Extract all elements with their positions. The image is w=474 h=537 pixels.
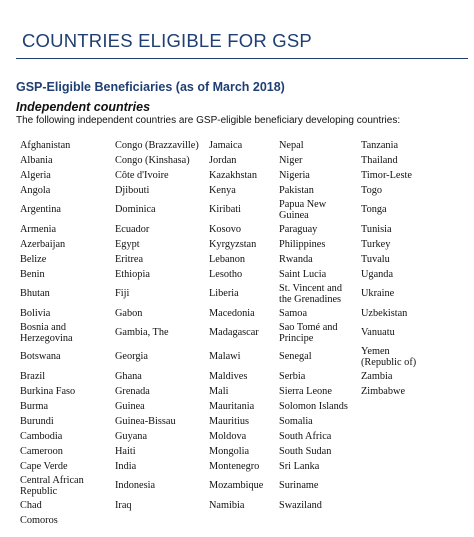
country-name: Timor-Leste [361,169,412,181]
country-name: Ukraine [361,288,395,300]
country-name: Senegal [279,351,312,363]
country-name: Paraguay [279,223,318,235]
country-name: Fiji [115,288,130,300]
empty-cell [361,444,470,459]
empty-cell [279,513,361,528]
country-name: Mauritania [209,400,255,412]
country-name: Cambodia [20,430,63,442]
country-name: Sri Lanka [279,460,320,472]
country-name: Iraq [115,499,132,511]
title-underline [16,58,468,59]
country-name: Bosnia and Herzegovina [20,321,73,344]
country-name: Vanuatu [361,327,395,339]
country-name: Papua New Guinea [279,198,327,221]
country-name: St. Vincent and the Grenadines [279,282,342,305]
country-name: Guyana [115,430,148,442]
country-name: Haiti [115,445,136,457]
country-name: South Africa [279,430,332,442]
country-table [20,138,470,528]
country-name: Ethiopia [115,268,150,280]
country-name: Philippines [279,238,326,250]
country-name: Cape Verde [20,460,68,472]
country-name: Armenia [20,223,57,235]
country-name: Congo (Brazzaville) [115,139,199,151]
document-subtitle: GSP-Eligible Beneficiaries (as of March 2018) [16,80,285,94]
country-name: Gambia, The [115,327,169,339]
country-name: Serbia [279,370,306,382]
country-name: Mali [209,385,229,397]
country-name: Georgia [115,351,148,363]
country-name: Burma [20,400,49,412]
country-name: Dominica [115,204,156,216]
country-name: Tanzania [361,139,399,151]
country-name: Guinea [115,400,145,412]
country-name: Mozambique [209,480,264,492]
country-name: Eritrea [115,253,144,265]
country-name: Tuvalu [361,253,390,265]
country-name: Botswana [20,351,61,363]
empty-cell [115,513,209,528]
country-name: Central African Republic [20,474,84,497]
country-name: Montenegro [209,460,260,472]
country-name: Suriname [279,480,319,492]
country-name: Uganda [361,268,394,280]
country-name: Grenada [115,385,150,397]
country-name: Guinea-Bissau [115,415,176,427]
country-name: Lebanon [209,253,246,265]
country-name: Yemen (Republic of) [361,345,417,368]
country-name: Maldives [209,370,248,382]
country-name: Nigeria [279,169,310,181]
empty-cell [361,459,470,474]
country-name: Uzbekistan [361,307,408,319]
country-name: Moldova [209,430,247,442]
country-name: Niger [279,154,303,166]
country-name: South Sudan [279,445,332,457]
country-name: Ghana [115,370,142,382]
empty-cell [361,513,470,528]
document-title: COUNTRIES ELIGIBLE FOR GSP [22,30,312,51]
country-name: Kenya [209,184,236,196]
country-name: Malawi [209,351,241,363]
country-name: Benin [20,268,45,280]
country-name: Gabon [115,307,143,319]
country-name: Samoa [279,307,308,319]
country-name: Argentina [20,204,61,216]
country-name: Zambia [361,370,393,382]
country-name: Algeria [20,169,51,181]
country-name: Bolivia [20,307,51,319]
country-name: Somalia [279,415,313,427]
section-heading: Independent countries [16,100,151,114]
country-name: Burundi [20,415,54,427]
country-name: Burkina Faso [20,385,76,397]
country-name: Azerbaijan [20,238,66,250]
country-name: Congo (Kinshasa) [115,154,190,166]
country-name: Egypt [115,238,140,250]
country-name: Mauritius [209,415,250,427]
country-name: Kyrgyzstan [209,238,257,250]
country-name: Jamaica [209,139,243,151]
empty-cell [361,474,470,498]
country-name: Macedonia [209,307,255,319]
country-name: Saint Lucia [279,268,327,280]
country-name: Kiribati [209,204,242,216]
country-name: Belize [20,253,47,265]
country-name: Mongolia [209,445,250,457]
intro-text: The following independent countries are GSP-eligible beneficiary developing countries: [16,115,401,126]
country-name: Togo [361,184,383,196]
country-name: Zimbabwe [361,385,406,397]
country-name: Comoros [20,514,58,526]
country-name: Bhutan [20,288,50,300]
country-name: Swaziland [279,499,322,511]
country-name: Lesotho [209,268,243,280]
country-name: Ecuador [115,223,150,235]
country-name: Albania [20,154,53,166]
empty-cell [361,429,470,444]
country-name: Kosovo [209,223,242,235]
country-name: Turkey [361,238,391,250]
country-name: Thailand [361,154,398,166]
empty-cell [361,498,470,513]
country-name: Nepal [279,139,304,151]
country-name: Solomon Islands [279,400,348,412]
country-name: Jordan [209,154,237,166]
country-name: Côte d'Ivoire [115,169,169,181]
country-name: Tunisia [361,223,392,235]
country-name: Tonga [361,204,387,216]
country-name: Chad [20,499,42,511]
country-name: India [115,460,137,472]
country-name: Djibouti [115,184,150,196]
country-name: Cameroon [20,445,63,457]
country-name: Sao Tomé and Principe [279,321,338,344]
country-name: Namibia [209,499,245,511]
country-name: Rwanda [279,253,313,265]
country-name: Angola [20,184,51,196]
country-name: Pakistan [279,184,314,196]
empty-cell [361,399,470,414]
country-name: Liberia [209,288,239,300]
country-name: Brazil [20,370,46,382]
empty-cell [209,513,279,528]
country-name: Kazakhstan [209,169,258,181]
country-name: Afghanistan [20,139,71,151]
empty-cell [361,414,470,429]
country-name: Madagascar [209,327,259,339]
country-name: Sierra Leone [279,385,332,397]
country-name: Indonesia [115,480,156,492]
